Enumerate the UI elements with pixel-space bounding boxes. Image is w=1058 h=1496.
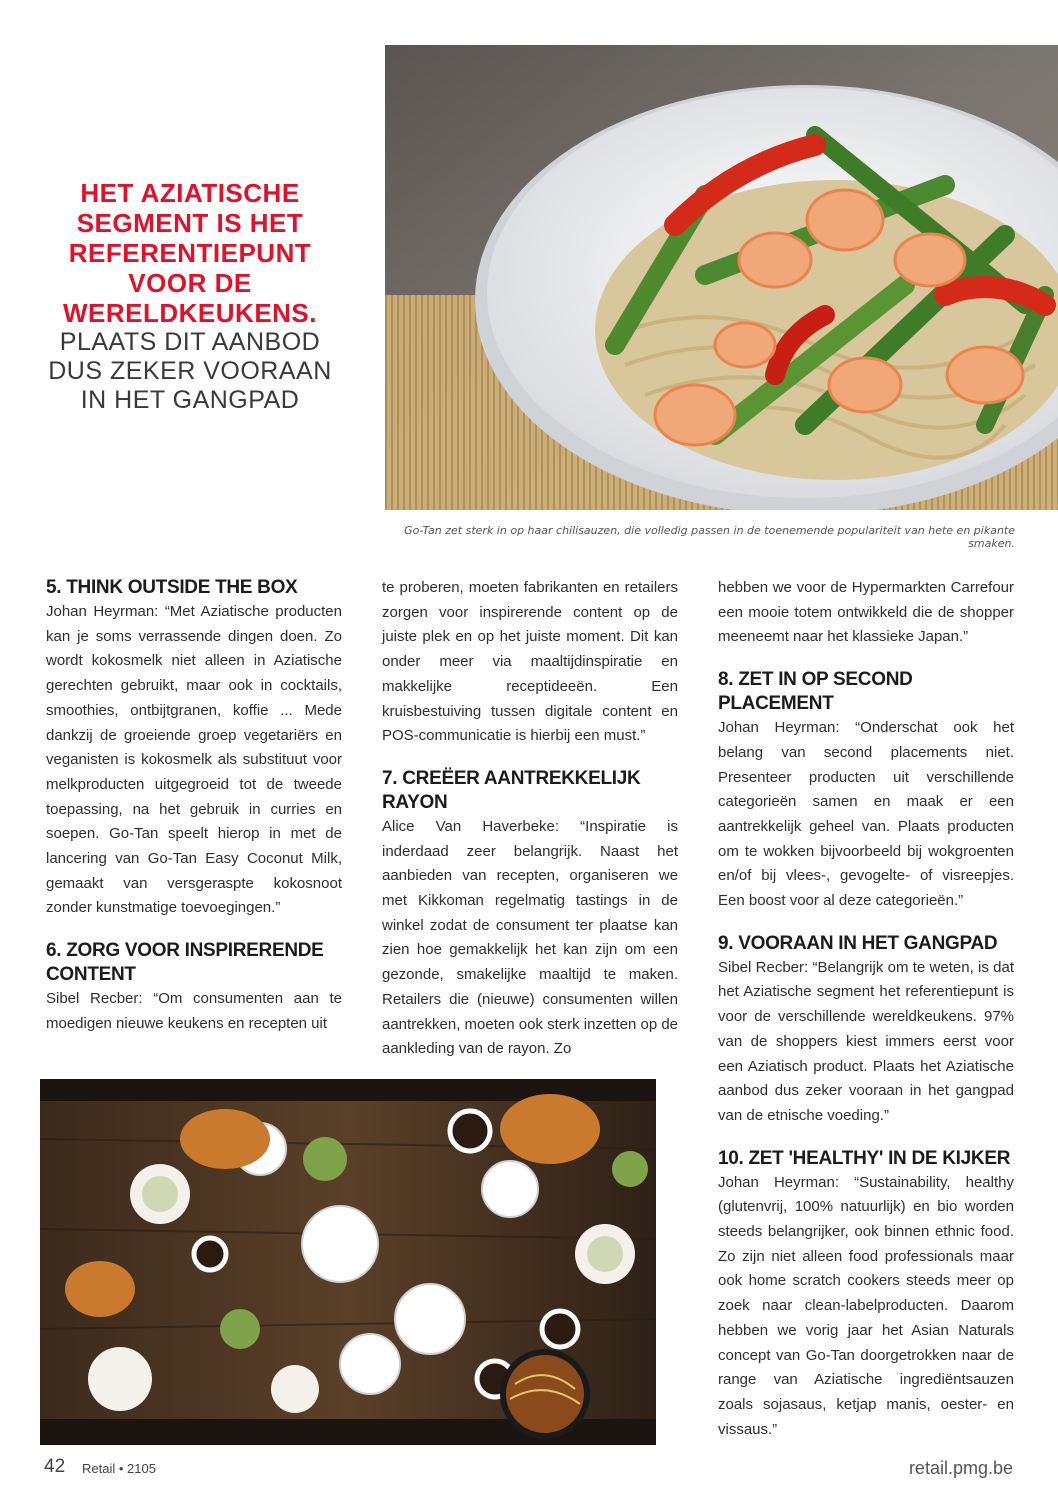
section-body-6: Sibel Recber: “Om consumenten aan te moedigen nieuwe keukens en recepten uit	[46, 990, 342, 1032]
photo-caption: Go-Tan zet sterk in op haar chilisauzen, die volledig passen in de toenemende populariteit van hete en pikante smaken.	[404, 524, 1015, 550]
article-column-3	[718, 576, 1014, 1460]
section-body-8: Johan Heyrman: “Onderschat ook het belang van second placements niet. Presenteer producten uit verschillende categorieën samen en maak er een aantrekkelijk geheel van. Plaats producten om te wokken bijvoorbeeld bij wokgroenten en/of bij vlees-, gevogelte- of visreepjes. Een boost voor al deze categorieën.”	[718, 719, 1014, 910]
section-body-9: Sibel Recber: “Belangrijk om te weten, is dat het Aziatische segment het referentiepunt is voor de verschillende wereldkeukens. 97% van de shoppers kiest immers eerst voor een Aziatisch product. Plaats het Aziatische aanbod dus zeker vooraan in het gangpad van de etnische voeding.”	[718, 958, 1014, 1124]
section-body-7-continued: hebben we voor de Hypermarkten Carrefour een mooie totem ontwikkeld die de shopper meeneemt naar het klassieke Japan.”	[718, 579, 1014, 646]
noodle-bowl-illustration	[385, 45, 1058, 510]
page-number: 42	[44, 1456, 66, 1477]
section-body-5: Johan Heyrman: “Met Aziatische producten kan je soms verrassende dingen doen. Zo wordt kokosmelk niet alleen in Aziatische gerechten gebruikt, maar ook in cocktails, smoothies, ontbijtgranen, koffie ... Mede dankzij de groeiende groep vegetariërs en veganisten is kokosmelk als substituut voor melkproducten uitgegroeid tot de tweede toepassing, na het gebruik in curries en soepen. Go-Tan speelt hierop in met de lancering van Go-Tan Easy Coconut Milk, gemaakt van versgeraspte kokosnoot zonder kunstmatige toevoegingen.”	[46, 603, 342, 917]
section-heading-5: 5. THINK OUTSIDE THE BOX	[46, 577, 298, 598]
magazine-issue: Retail • 2105	[82, 1461, 156, 1476]
pull-quote-text: PLAATS DIT AANBOD DUS ZEKER VOORAAN IN HET GANGPAD	[48, 328, 332, 414]
food-spread-illustration	[40, 1079, 656, 1445]
hero-photo-shrimp-noodles	[385, 45, 1058, 510]
section-heading-7: 7. CREËER AANTREKKELIJK RAYON	[382, 767, 641, 813]
pull-quote-emphasis: HET AZIATISCHE SEGMENT IS HET REFERENTIEPUNT VOOR DE WERELDKEUKENS.	[62, 178, 317, 328]
section-body-6-continued: te proberen, moeten fabrikanten en retailers zorgen voor inspirerende content op de juiste plek en op het juiste moment. Dit kan onder meer via maaltijdinspiratie en makkelijke receptideeën. Een kruisbestuiving tussen digitale content en POS-communicatie is hierbij een must.”	[382, 579, 678, 745]
section-heading-8: 8. ZET IN OP SECOND PLACEMENT	[718, 669, 913, 715]
photo-asian-food-spread	[40, 1079, 656, 1445]
section-heading-6: 6. ZORG VOOR INSPIRERENDE CONTENT	[46, 940, 324, 986]
section-body-7: Alice Van Haverbeke: “Inspiratie is inderdaad zeer belangrijk. Naast het aanbieden van recepten, organiseren we met Kikkoman regelmatig tastings in de winkel zodat de consument ter plaatse kan zien hoe gemakkelijk het kan zijn om een gezonde, smakelijke maaltijd te maken. Retailers die (nieuwe) consumenten willen aantrekken, moeten ook sterk inzetten op de aankleding van de rayon. Zo	[382, 817, 679, 1058]
section-heading-10: 10. ZET 'HEALTHY' IN DE KIJKER	[718, 1147, 1011, 1169]
website-url: retail.pmg.be	[908, 1458, 1013, 1478]
section-heading-9: 9. VOORAAN IN HET GANGPAD	[718, 932, 998, 954]
section-body-10: Johan Heyrman: “Sustainability, healthy (glutenvrij, 100% natuurlijk) en bio worden steeds belangrijker, ook binnen ethnic food. Zo zijn niet alleen food professionals maar ook home scratch cookers steeds meer op zoek naar clean-labelproducten. Daarom hebben we vorig jaar het Asian Naturals concept van Go-Tan doorgetrokken naar de range van Aziatische ingrediëntsauzen zoals sojasaus, ketjap manis, oester- en vissaus.”	[718, 1173, 1014, 1438]
article-column-2	[382, 576, 678, 1080]
pull-quote	[40, 178, 340, 415]
article-column-1	[46, 576, 342, 1055]
